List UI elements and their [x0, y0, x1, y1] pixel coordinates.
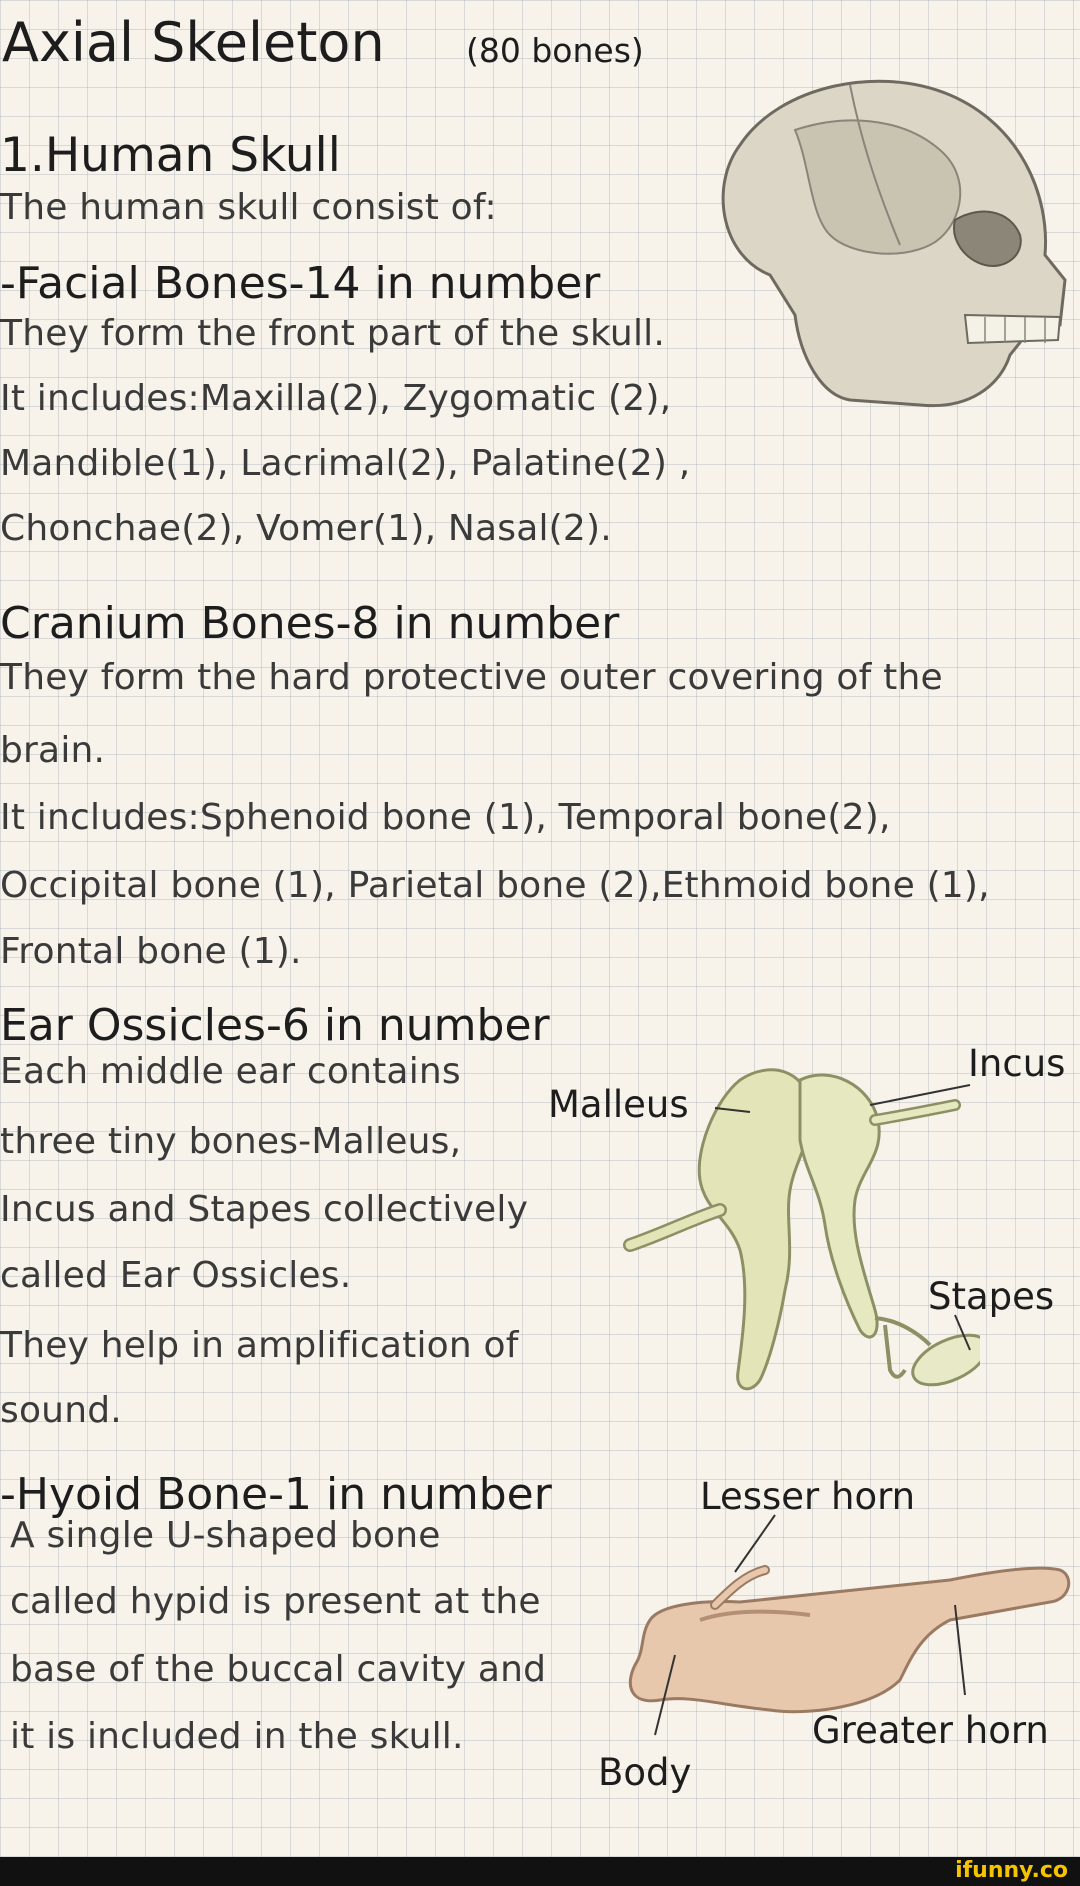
facial-line-4: Chonchae(2), Vomer(1), Nasal(2).	[0, 508, 612, 549]
ossicles-line-2: three tiny bones-Malleus,	[0, 1121, 462, 1162]
malleus-bone	[699, 1070, 811, 1389]
stapes-arch	[885, 1325, 905, 1377]
malleus-label: Malleus	[548, 1083, 689, 1126]
watermark-logo[interactable]: ifunny.co	[955, 1858, 1068, 1883]
section-heading-ear-ossicles: Ear Ossicles-6 in number	[0, 1000, 550, 1051]
hyoid-line-3: base of the buccal cavity and	[10, 1649, 547, 1690]
greater-horn-label: Greater horn	[812, 1709, 1049, 1752]
stapes-label: Stapes	[928, 1275, 1055, 1318]
lesser-horn-label: Lesser horn	[700, 1475, 916, 1518]
lesser-horn-pointer	[735, 1515, 775, 1572]
hyoid-line-2: called hypid is present at the	[10, 1581, 541, 1622]
page-title: Axial Skeleton	[2, 11, 385, 74]
section-heading-cranium-bones: Cranium Bones-8 in number	[0, 598, 620, 649]
incus-bone	[800, 1075, 879, 1337]
body-label: Body	[598, 1751, 692, 1794]
ossicles-line-1: Each middle ear contains	[0, 1051, 461, 1092]
ossicles-line-4: called Ear Ossicles.	[0, 1255, 352, 1296]
bottom-bar	[0, 1857, 1080, 1886]
ossicles-line-3: Incus and Stapes collectively	[0, 1189, 529, 1230]
facial-line-3: Mandible(1), Lacrimal(2), Palatine(2) ,	[0, 443, 691, 484]
skull-intro: The human skull consist of:	[0, 187, 497, 228]
stapes-crus	[875, 1318, 930, 1345]
cranium-line-1: They form the hard protective outer covering of the	[0, 657, 943, 698]
ossicles-line-5: They help in amplification of	[0, 1325, 519, 1366]
facial-line-1: They form the front part of the skull.	[0, 313, 665, 354]
hyoid-bone-shape	[630, 1568, 1068, 1712]
incus-label: Incus	[968, 1042, 1066, 1085]
malleus-process-fill	[630, 1210, 720, 1245]
cranium-line-5: Frontal bone (1).	[0, 931, 302, 972]
section-heading-human-skull: 1.Human Skull	[0, 128, 341, 183]
section-heading-hyoid-bone: -Hyoid Bone-1 in number	[0, 1469, 552, 1520]
hyoid-line-4: it is included in the skull.	[10, 1716, 464, 1757]
facial-line-2: It includes:Maxilla(2), Zygomatic (2),	[0, 378, 672, 419]
skull-illustration	[700, 55, 1070, 435]
hyoid-line-1: A single U-shaped bone	[10, 1515, 441, 1556]
bone-count: (80 bones)	[466, 31, 644, 70]
cranium-line-3: It includes:Sphenoid bone (1), Temporal bone(2),	[0, 797, 891, 838]
cranium-line-2: brain.	[0, 730, 106, 771]
cranium-line-4: Occipital bone (1), Parietal bone (2),Ethmoid bone (1),	[0, 865, 990, 906]
ossicles-line-6: sound.	[0, 1390, 122, 1431]
section-heading-facial-bones: -Facial Bones-14 in number	[0, 258, 601, 309]
